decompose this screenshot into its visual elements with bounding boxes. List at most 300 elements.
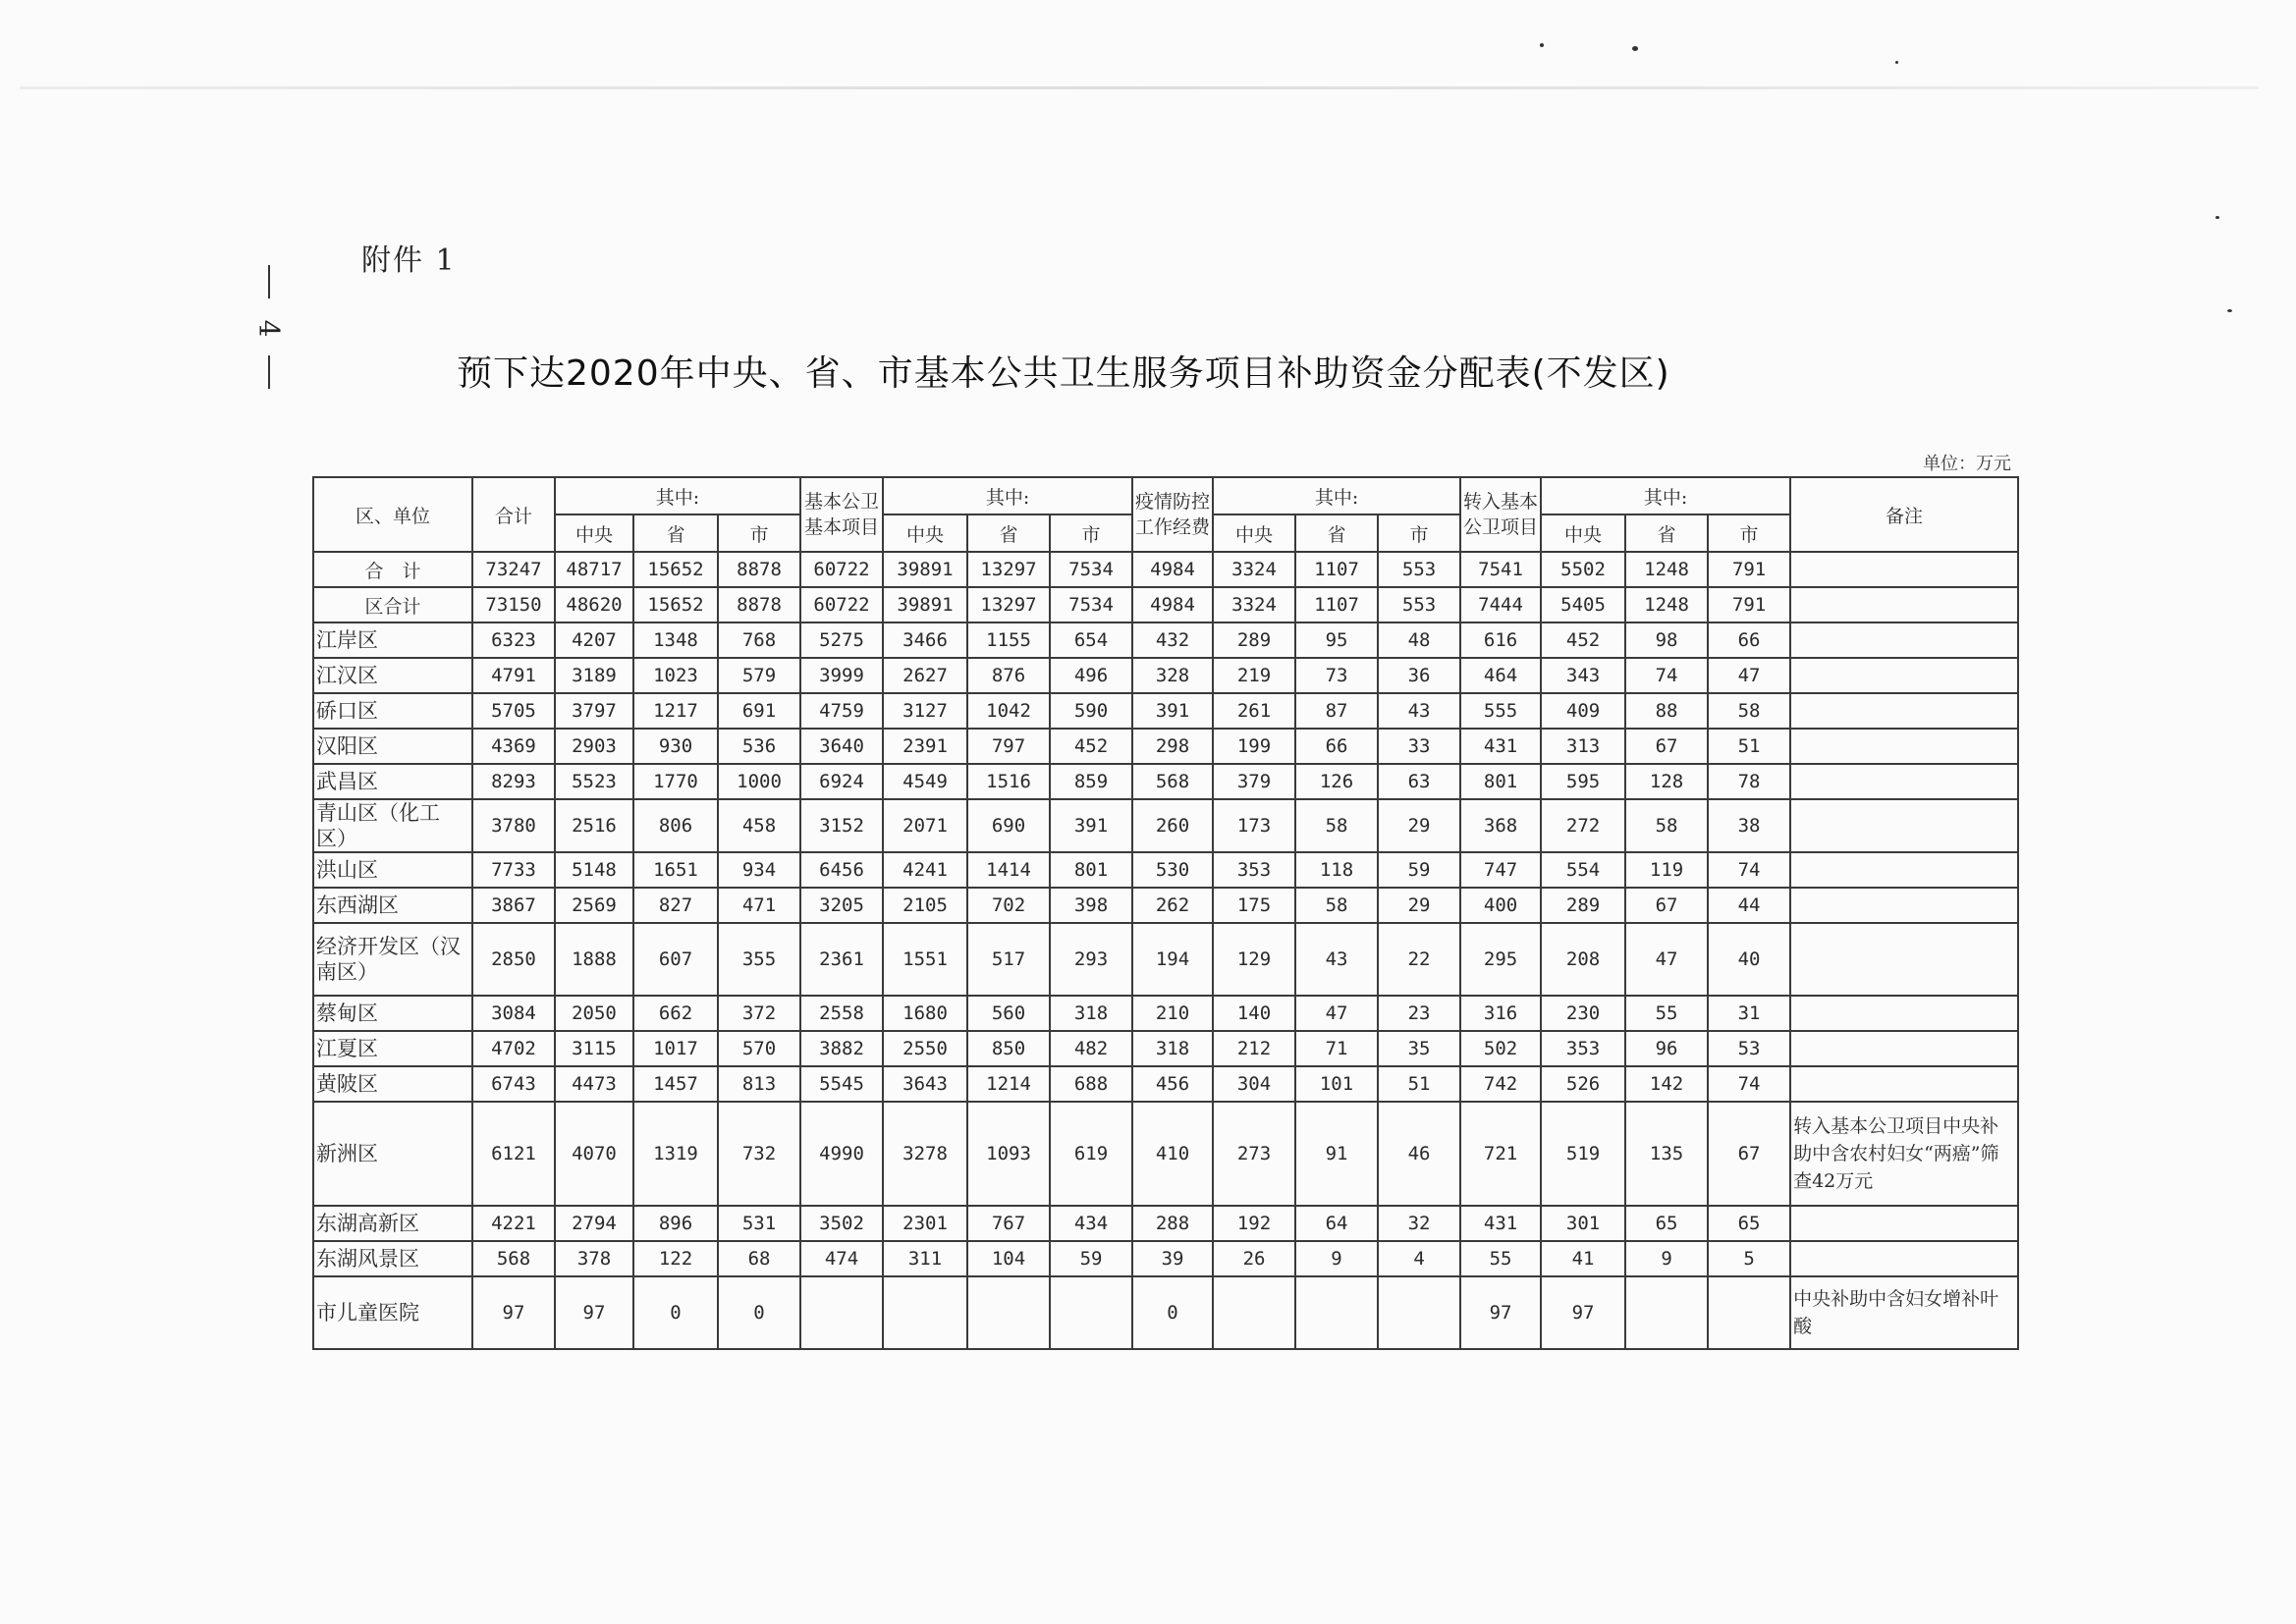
value-cell: 1348 [633, 623, 718, 658]
value-cell: 230 [1541, 996, 1625, 1031]
value-cell [1295, 1276, 1378, 1349]
value-cell: 98 [1625, 623, 1708, 658]
value-cell: 261 [1213, 693, 1295, 729]
page-marker-bar-top [268, 265, 270, 298]
value-cell: 15652 [633, 587, 718, 623]
value-cell: 579 [718, 658, 800, 693]
value-cell: 40 [1708, 923, 1790, 996]
header-district: 区、单位 [313, 477, 472, 552]
value-cell: 2558 [800, 996, 883, 1031]
value-cell: 398 [1050, 888, 1132, 923]
value-cell: 9 [1295, 1241, 1378, 1276]
value-cell: 4702 [472, 1031, 555, 1066]
value-cell: 67 [1625, 729, 1708, 764]
value-cell: 8293 [472, 764, 555, 799]
value-cell: 4207 [555, 623, 633, 658]
table-row [313, 623, 2018, 658]
value-cell: 39891 [883, 587, 967, 623]
table-row [313, 1276, 2018, 1349]
value-cell: 5705 [472, 693, 555, 729]
value-cell: 194 [1132, 923, 1213, 996]
value-cell: 71 [1295, 1031, 1378, 1066]
row-name: 汉阳区 [313, 729, 472, 764]
value-cell: 662 [633, 996, 718, 1031]
value-cell [883, 1276, 967, 1349]
value-cell: 391 [1132, 693, 1213, 729]
value-cell: 67 [1708, 1102, 1790, 1206]
value-cell: 595 [1541, 764, 1625, 799]
value-cell: 1017 [633, 1031, 718, 1066]
value-cell: 289 [1213, 623, 1295, 658]
value-cell: 1319 [633, 1102, 718, 1206]
remark-cell [1790, 888, 2018, 923]
remark-cell [1790, 852, 2018, 888]
row-name: 武昌区 [313, 764, 472, 799]
document-title: 预下达2020年中央、省、市基本公共卫生服务项目补助资金分配表(不发区) [457, 353, 1670, 394]
value-cell: 13297 [967, 587, 1050, 623]
value-cell: 616 [1460, 623, 1541, 658]
subheader-city: 市 [1708, 514, 1790, 552]
value-cell: 142 [1625, 1066, 1708, 1102]
value-cell: 742 [1460, 1066, 1541, 1102]
value-cell: 502 [1460, 1031, 1541, 1066]
value-cell: 4473 [555, 1066, 633, 1102]
value-cell: 36 [1378, 658, 1460, 693]
value-cell: 15652 [633, 552, 718, 587]
value-cell: 3127 [883, 693, 967, 729]
subheader-province: 省 [1625, 514, 1708, 552]
row-name: 新洲区 [313, 1102, 472, 1206]
value-cell: 3205 [800, 888, 883, 923]
value-cell: 2903 [555, 729, 633, 764]
header-of-which-total: 其中: [555, 477, 800, 514]
value-cell: 87 [1295, 693, 1378, 729]
table-row [313, 587, 2018, 623]
value-cell: 517 [967, 923, 1050, 996]
table-row [313, 923, 2018, 996]
value-cell: 59 [1378, 852, 1460, 888]
value-cell: 343 [1541, 658, 1625, 693]
row-name: 合 计 [313, 552, 472, 587]
value-cell: 1651 [633, 852, 718, 888]
value-cell: 199 [1213, 729, 1295, 764]
value-cell: 1551 [883, 923, 967, 996]
row-name: 区合计 [313, 587, 472, 623]
row-name: 硚口区 [313, 693, 472, 729]
value-cell: 3278 [883, 1102, 967, 1206]
value-cell: 97 [1460, 1276, 1541, 1349]
value-cell: 6323 [472, 623, 555, 658]
value-cell: 464 [1460, 658, 1541, 693]
value-cell: 590 [1050, 693, 1132, 729]
value-cell: 313 [1541, 729, 1625, 764]
value-cell: 293 [1050, 923, 1132, 996]
subheader-province: 省 [967, 514, 1050, 552]
row-name: 江汉区 [313, 658, 472, 693]
value-cell [1378, 1276, 1460, 1349]
value-cell: 135 [1625, 1102, 1708, 1206]
value-cell: 13297 [967, 552, 1050, 587]
remark-cell: 转入基本公卫项目中央补助中含农村妇女“两癌”筛查42万元 [1790, 1102, 2018, 1206]
value-cell: 4984 [1132, 587, 1213, 623]
value-cell: 47 [1625, 923, 1708, 996]
value-cell: 97 [472, 1276, 555, 1349]
value-cell: 210 [1132, 996, 1213, 1031]
value-cell: 2794 [555, 1206, 633, 1241]
value-cell: 654 [1050, 623, 1132, 658]
value-cell: 353 [1541, 1031, 1625, 1066]
remark-cell [1790, 552, 2018, 587]
value-cell: 6743 [472, 1066, 555, 1102]
header-remark: 备注 [1790, 477, 2018, 552]
value-cell: 496 [1050, 658, 1132, 693]
value-cell: 29 [1378, 888, 1460, 923]
value-cell: 1888 [555, 923, 633, 996]
value-cell: 23 [1378, 996, 1460, 1031]
value-cell: 3780 [472, 799, 555, 852]
value-cell: 63 [1378, 764, 1460, 799]
scan-speck [1632, 46, 1638, 51]
value-cell: 934 [718, 852, 800, 888]
value-cell: 4070 [555, 1102, 633, 1206]
value-cell: 409 [1541, 693, 1625, 729]
value-cell: 22 [1378, 923, 1460, 996]
value-cell: 553 [1378, 587, 1460, 623]
header-total: 合计 [472, 477, 555, 552]
value-cell: 39 [1132, 1241, 1213, 1276]
value-cell: 3324 [1213, 587, 1295, 623]
value-cell: 39891 [883, 552, 967, 587]
value-cell: 379 [1213, 764, 1295, 799]
value-cell: 2105 [883, 888, 967, 923]
value-cell [1708, 1276, 1790, 1349]
value-cell: 48 [1378, 623, 1460, 658]
value-cell: 318 [1132, 1031, 1213, 1066]
value-cell: 74 [1625, 658, 1708, 693]
table-row [313, 852, 2018, 888]
value-cell: 372 [718, 996, 800, 1031]
value-cell: 32 [1378, 1206, 1460, 1241]
value-cell: 68 [718, 1241, 800, 1276]
value-cell: 78 [1708, 764, 1790, 799]
value-cell: 1093 [967, 1102, 1050, 1206]
value-cell: 6456 [800, 852, 883, 888]
value-cell: 3797 [555, 693, 633, 729]
value-cell: 59 [1050, 1241, 1132, 1276]
row-name: 洪山区 [313, 852, 472, 888]
subheader-central: 中央 [1213, 514, 1295, 552]
value-cell: 5 [1708, 1241, 1790, 1276]
value-cell: 7444 [1460, 587, 1541, 623]
value-cell: 5502 [1541, 552, 1625, 587]
value-cell: 295 [1460, 923, 1541, 996]
remark-cell [1790, 587, 2018, 623]
value-cell: 531 [718, 1206, 800, 1241]
header-transfer: 转入基本公卫项目 [1460, 477, 1541, 552]
allocation-table [312, 476, 2019, 1350]
value-cell: 5148 [555, 852, 633, 888]
value-cell: 747 [1460, 852, 1541, 888]
value-cell: 458 [718, 799, 800, 852]
value-cell: 318 [1050, 996, 1132, 1031]
value-cell: 9 [1625, 1241, 1708, 1276]
value-cell: 7534 [1050, 587, 1132, 623]
value-cell: 4990 [800, 1102, 883, 1206]
value-cell: 452 [1050, 729, 1132, 764]
value-cell: 43 [1295, 923, 1378, 996]
remark-cell: 中央补助中含妇女增补叶酸 [1790, 1276, 2018, 1349]
value-cell: 58 [1625, 799, 1708, 852]
value-cell: 3502 [800, 1206, 883, 1241]
value-cell: 4369 [472, 729, 555, 764]
table-row [313, 729, 2018, 764]
value-cell: 8878 [718, 552, 800, 587]
row-name: 江夏区 [313, 1031, 472, 1066]
value-cell: 2361 [800, 923, 883, 996]
value-cell: 3189 [555, 658, 633, 693]
value-cell: 801 [1460, 764, 1541, 799]
value-cell: 173 [1213, 799, 1295, 852]
scan-speck [1895, 61, 1898, 64]
value-cell: 31 [1708, 996, 1790, 1031]
value-cell: 219 [1213, 658, 1295, 693]
table-row [313, 552, 2018, 587]
value-cell: 410 [1132, 1102, 1213, 1206]
value-cell: 74 [1708, 1066, 1790, 1102]
value-cell: 273 [1213, 1102, 1295, 1206]
value-cell: 43 [1378, 693, 1460, 729]
value-cell: 471 [718, 888, 800, 923]
value-cell: 732 [718, 1102, 800, 1206]
value-cell: 3084 [472, 996, 555, 1031]
value-cell: 96 [1625, 1031, 1708, 1066]
value-cell: 691 [718, 693, 800, 729]
value-cell: 8878 [718, 587, 800, 623]
remark-cell [1790, 693, 2018, 729]
scan-speck [1540, 43, 1544, 47]
value-cell: 119 [1625, 852, 1708, 888]
value-cell [1213, 1276, 1295, 1349]
value-cell: 6121 [472, 1102, 555, 1206]
value-cell: 60722 [800, 552, 883, 587]
remark-cell [1790, 1206, 2018, 1241]
value-cell: 272 [1541, 799, 1625, 852]
remark-cell [1790, 996, 2018, 1031]
value-cell: 66 [1295, 729, 1378, 764]
value-cell: 47 [1295, 996, 1378, 1031]
table-row [313, 1066, 2018, 1102]
value-cell: 0 [633, 1276, 718, 1349]
value-cell: 73247 [472, 552, 555, 587]
value-cell: 482 [1050, 1031, 1132, 1066]
value-cell: 554 [1541, 852, 1625, 888]
value-cell: 128 [1625, 764, 1708, 799]
value-cell: 896 [633, 1206, 718, 1241]
table-row [313, 888, 2018, 923]
subheader-city: 市 [718, 514, 800, 552]
value-cell: 434 [1050, 1206, 1132, 1241]
value-cell: 432 [1132, 623, 1213, 658]
value-cell: 118 [1295, 852, 1378, 888]
value-cell: 74 [1708, 852, 1790, 888]
value-cell: 806 [633, 799, 718, 852]
remark-cell [1790, 764, 2018, 799]
value-cell: 400 [1460, 888, 1541, 923]
value-cell: 3115 [555, 1031, 633, 1066]
remark-cell [1790, 1031, 2018, 1066]
value-cell: 688 [1050, 1066, 1132, 1102]
value-cell: 260 [1132, 799, 1213, 852]
value-cell: 91 [1295, 1102, 1378, 1206]
row-name: 东湖高新区 [313, 1206, 472, 1241]
value-cell: 7541 [1460, 552, 1541, 587]
value-cell: 1214 [967, 1066, 1050, 1102]
value-cell: 33 [1378, 729, 1460, 764]
value-cell: 452 [1541, 623, 1625, 658]
value-cell: 7534 [1050, 552, 1132, 587]
value-cell: 5545 [800, 1066, 883, 1102]
value-cell: 73 [1295, 658, 1378, 693]
value-cell: 38 [1708, 799, 1790, 852]
value-cell: 46 [1378, 1102, 1460, 1206]
value-cell: 560 [967, 996, 1050, 1031]
value-cell: 1042 [967, 693, 1050, 729]
value-cell: 797 [967, 729, 1050, 764]
value-cell: 5405 [1541, 587, 1625, 623]
value-cell: 55 [1625, 996, 1708, 1031]
value-cell: 568 [1132, 764, 1213, 799]
value-cell: 702 [967, 888, 1050, 923]
value-cell: 2627 [883, 658, 967, 693]
value-cell: 791 [1708, 587, 1790, 623]
value-cell: 7733 [472, 852, 555, 888]
value-cell: 4759 [800, 693, 883, 729]
remark-cell [1790, 799, 2018, 852]
table-row [313, 764, 2018, 799]
table-row [313, 693, 2018, 729]
value-cell: 65 [1625, 1206, 1708, 1241]
value-cell: 721 [1460, 1102, 1541, 1206]
row-name: 青山区（化工区） [313, 799, 472, 852]
value-cell: 4241 [883, 852, 967, 888]
value-cell: 298 [1132, 729, 1213, 764]
value-cell: 3867 [472, 888, 555, 923]
value-cell: 767 [967, 1206, 1050, 1241]
value-cell: 1680 [883, 996, 967, 1031]
value-cell: 536 [718, 729, 800, 764]
subheader-city: 市 [1050, 514, 1132, 552]
value-cell: 3466 [883, 623, 967, 658]
value-cell: 48620 [555, 587, 633, 623]
value-cell: 51 [1708, 729, 1790, 764]
value-cell: 301 [1541, 1206, 1625, 1241]
value-cell: 208 [1541, 923, 1625, 996]
value-cell: 850 [967, 1031, 1050, 1066]
value-cell: 690 [967, 799, 1050, 852]
value-cell: 129 [1213, 923, 1295, 996]
header-row-1 [313, 477, 2018, 514]
value-cell: 5523 [555, 764, 633, 799]
value-cell: 1107 [1295, 552, 1378, 587]
value-cell: 262 [1132, 888, 1213, 923]
value-cell: 3324 [1213, 552, 1295, 587]
row-name: 黄陂区 [313, 1066, 472, 1102]
scan-artifact-line [20, 86, 2259, 89]
unit-label: 单位：万元 [1923, 454, 2011, 474]
table-row [313, 1241, 2018, 1276]
value-cell: 1457 [633, 1066, 718, 1102]
value-cell [967, 1276, 1050, 1349]
value-cell: 122 [633, 1241, 718, 1276]
value-cell: 4791 [472, 658, 555, 693]
value-cell: 26 [1213, 1241, 1295, 1276]
value-cell: 3643 [883, 1066, 967, 1102]
table-row [313, 996, 2018, 1031]
value-cell: 0 [1132, 1276, 1213, 1349]
value-cell: 58 [1295, 888, 1378, 923]
value-cell: 2050 [555, 996, 633, 1031]
value-cell: 1516 [967, 764, 1050, 799]
value-cell: 1107 [1295, 587, 1378, 623]
value-cell: 47 [1708, 658, 1790, 693]
value-cell: 1414 [967, 852, 1050, 888]
row-name: 蔡甸区 [313, 996, 472, 1031]
value-cell: 553 [1378, 552, 1460, 587]
value-cell: 288 [1132, 1206, 1213, 1241]
value-cell: 2516 [555, 799, 633, 852]
page-number: 4 [252, 319, 286, 338]
subheader-central: 中央 [1541, 514, 1625, 552]
header-of-which-basic: 其中: [883, 477, 1132, 514]
table-row [313, 1102, 2018, 1206]
scan-speck [2227, 309, 2232, 312]
value-cell: 51 [1378, 1066, 1460, 1102]
value-cell: 65 [1708, 1206, 1790, 1241]
value-cell: 526 [1541, 1066, 1625, 1102]
subheader-city: 市 [1378, 514, 1460, 552]
remark-cell [1790, 1066, 2018, 1102]
header-of-which-epidemic: 其中: [1213, 477, 1460, 514]
value-cell: 101 [1295, 1066, 1378, 1102]
remark-cell [1790, 658, 2018, 693]
value-cell: 4 [1378, 1241, 1460, 1276]
value-cell: 813 [718, 1066, 800, 1102]
subheader-central: 中央 [883, 514, 967, 552]
value-cell: 391 [1050, 799, 1132, 852]
value-cell: 530 [1132, 852, 1213, 888]
value-cell: 328 [1132, 658, 1213, 693]
value-cell: 3640 [800, 729, 883, 764]
value-cell: 60722 [800, 587, 883, 623]
value-cell: 555 [1460, 693, 1541, 729]
value-cell: 311 [883, 1241, 967, 1276]
value-cell: 568 [472, 1241, 555, 1276]
header-basic-project: 基本公卫基本项目 [800, 477, 883, 552]
value-cell: 876 [967, 658, 1050, 693]
value-cell: 1023 [633, 658, 718, 693]
page-marker-bar-bottom [268, 355, 270, 389]
value-cell: 316 [1460, 996, 1541, 1031]
value-cell: 95 [1295, 623, 1378, 658]
value-cell: 1770 [633, 764, 718, 799]
value-cell: 304 [1213, 1066, 1295, 1102]
value-cell: 456 [1132, 1066, 1213, 1102]
value-cell: 3152 [800, 799, 883, 852]
value-cell [1625, 1276, 1708, 1349]
value-cell: 5275 [800, 623, 883, 658]
value-cell: 3999 [800, 658, 883, 693]
value-cell: 2569 [555, 888, 633, 923]
